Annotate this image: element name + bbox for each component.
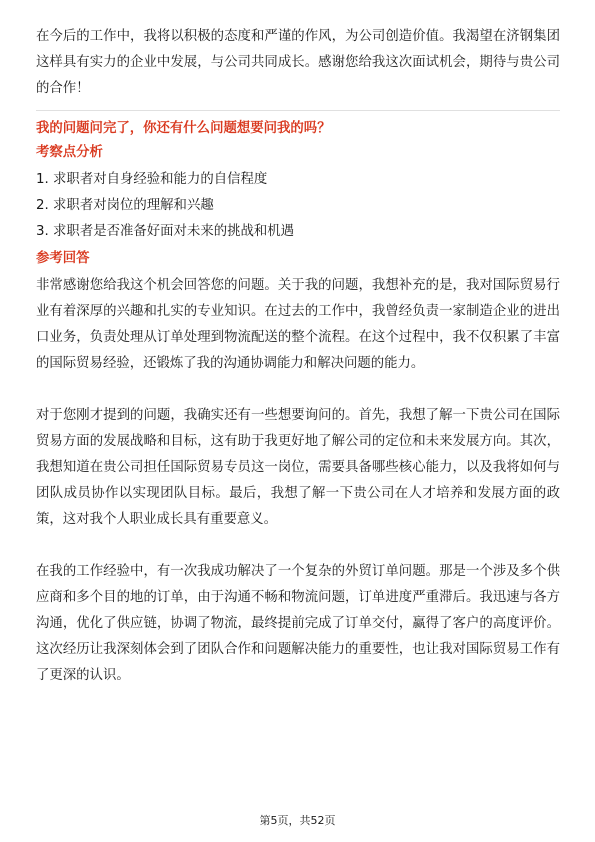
analysis-heading: 考察点分析 (36, 145, 103, 160)
page-number: 第5页，共52页 (259, 814, 336, 827)
answer-heading: 参考回答 (36, 251, 90, 266)
list-item: 3. 求职者是否准备好面对未来的挑战和机遇 (36, 224, 295, 239)
list-item: 2. 求职者对岗位的理解和兴趣 (36, 198, 214, 213)
list-item: 1. 求职者对自身经验和能力的自信程度 (36, 172, 268, 187)
answer-paragraph: 对于您刚才提到的问题，我确实还有一些想要询问的。首先，我想了解一下贵公司在国际贸易方面的发展战略和目标，这有助于我更好地了解公司的定位和未来发展方向。其次，我想知道在贵公司担任国际贸易专员这一岗位，需要具备哪些核心能力，以及我将如何与团队成员协作以实现团队目标。最后，我想了解一下贵公司在人才培养和发展方面的政策，这对我个人职业成长具有重要意义。 (36, 408, 560, 527)
question-title: 我的问题问完了，你还有什么问题想要问我的吗？ (36, 121, 331, 136)
page-content (36, 24, 560, 689)
intro-paragraph: 在今后的工作中，我将以积极的态度和严谨的作风，为公司创造价值。我渴望在济钢集团这样具有实力的企业中发展，与公司共同成长。感谢您给我这次面试机会，期待与贵公司的合作！ (36, 29, 560, 96)
answer-paragraph: 在我的工作经验中，有一次我成功解决了一个复杂的外贸订单问题。那是一个涉及多个供应商和多个目的地的订单，由于沟通不畅和物流问题，订单进度严重滞后。我迅速与各方沟通，优化了供应链，协调了物流，最终提前完成了订单交付，赢得了客户的高度评价。这次经历让我深刻体会到了团队合作和问题解决能力的重要性，也让我对国际贸易工作有了更深的认识。 (36, 564, 560, 683)
analysis-list (36, 167, 560, 245)
section-divider (36, 110, 560, 111)
answer-paragraph: 非常感谢您给我这个机会回答您的问题。关于我的问题，我想补充的是，我对国际贸易行业有着深厚的兴趣和扎实的专业知识。在过去的工作中，我曾经负责一家制造企业的进出口业务，负责处理从订单处理到物流配送的整个流程。在这个过程中，我不仅积累了丰富的国际贸易经验，还锻炼了我的沟通协调能力和解决问题的能力。 (36, 278, 560, 371)
